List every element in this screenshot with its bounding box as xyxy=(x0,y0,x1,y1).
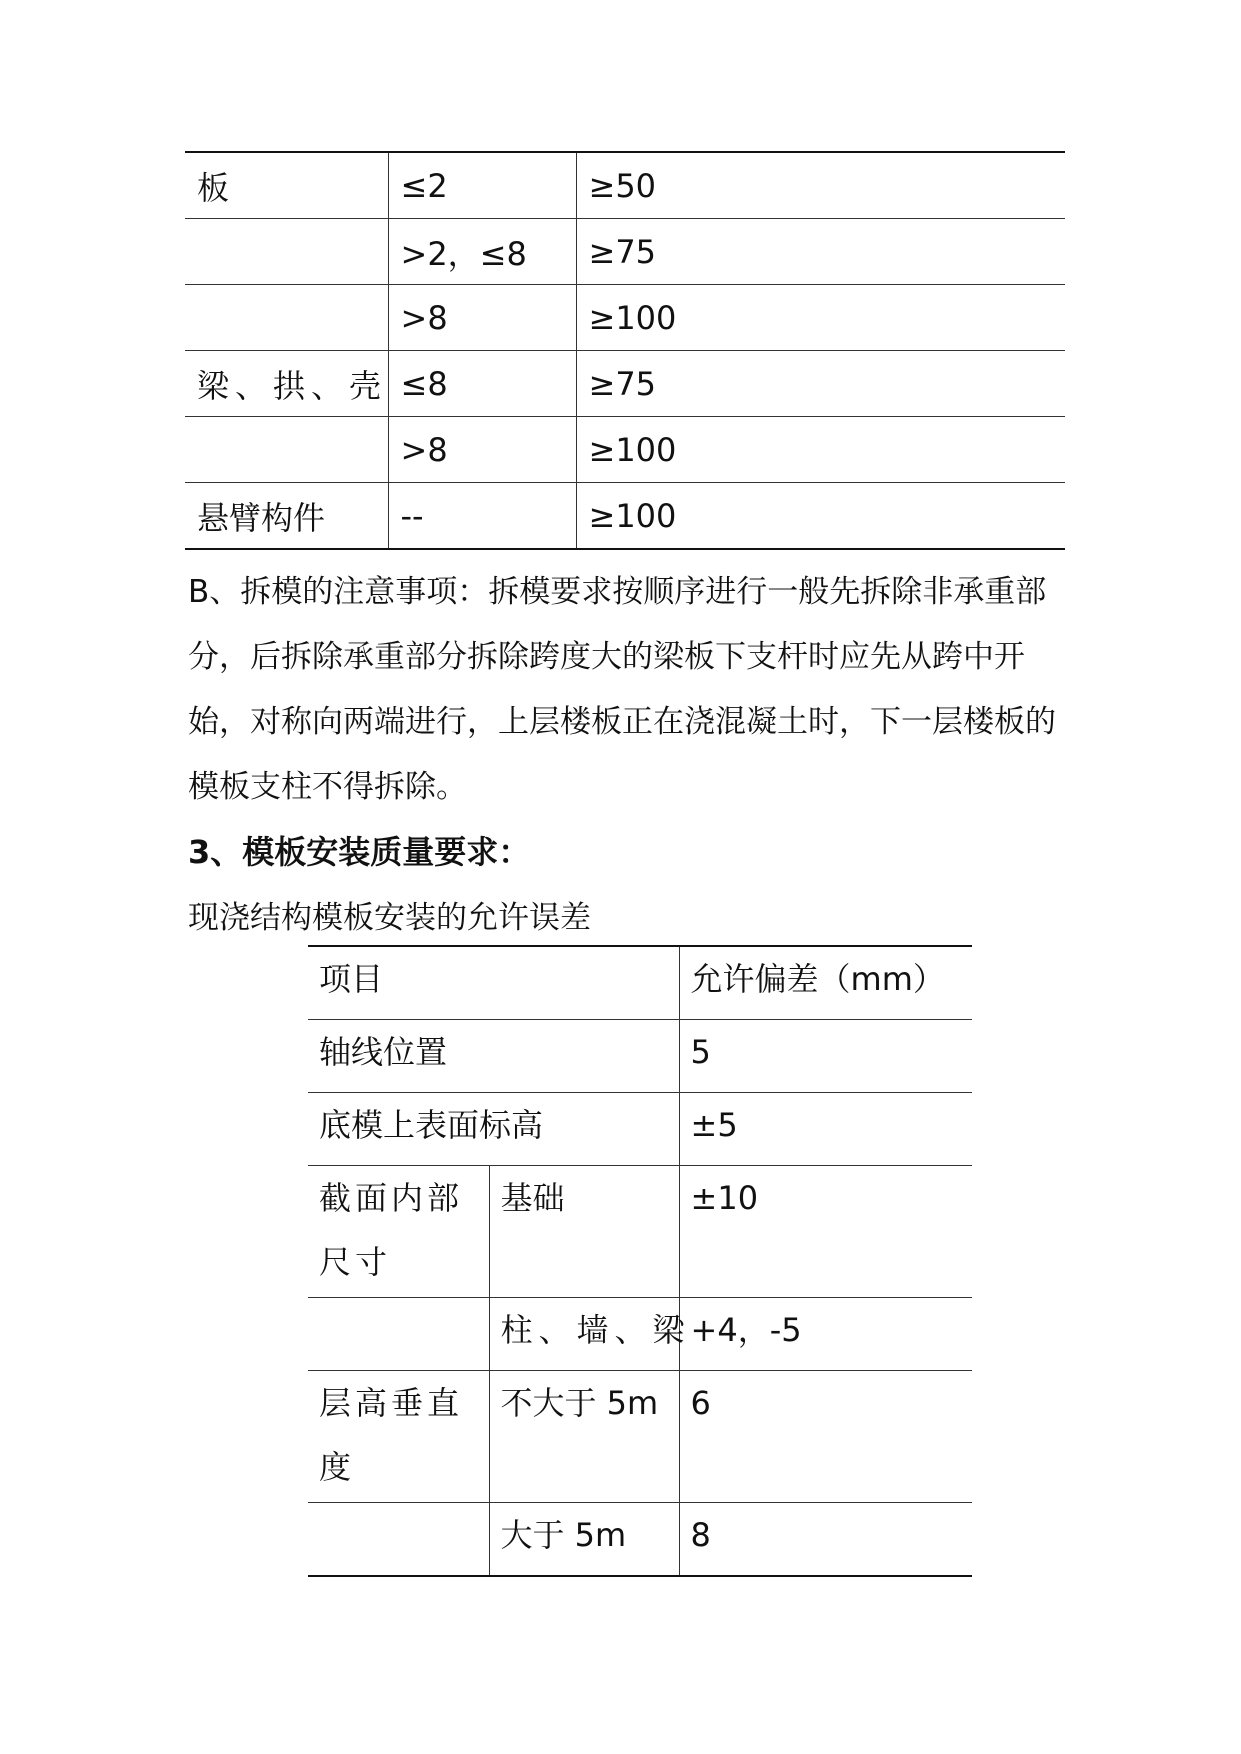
component-type: 梁、拱、壳 xyxy=(185,351,388,417)
sub-item-label: 基础 xyxy=(489,1166,679,1298)
tolerance-value: 5 xyxy=(679,1020,972,1093)
group-label xyxy=(308,1298,489,1371)
table-row xyxy=(308,1503,972,1577)
strength-percent: ≥75 xyxy=(576,351,1065,417)
strength-percent: ≥100 xyxy=(576,483,1065,550)
formwork-tolerance-table xyxy=(308,945,972,1577)
tolerance-value: +4，-5 xyxy=(679,1298,972,1371)
table-row xyxy=(185,152,1065,219)
component-type: 板 xyxy=(185,152,388,219)
item-label: 底模上表面标高 xyxy=(308,1093,679,1166)
span: -- xyxy=(388,483,576,550)
section-heading: 3、模板安装质量要求： xyxy=(188,833,531,871)
span: ≤2 xyxy=(388,152,576,219)
table-row xyxy=(185,351,1065,417)
group-label xyxy=(308,1503,489,1577)
table-row xyxy=(185,483,1065,550)
group-label: 截面内部尺寸 xyxy=(308,1166,489,1298)
demolition-strength-table xyxy=(185,151,1065,550)
strength-percent: ≥100 xyxy=(576,285,1065,351)
strength-percent: ≥50 xyxy=(576,152,1065,219)
sub-item-label: 大于 5m xyxy=(489,1503,679,1577)
table-row xyxy=(308,1166,972,1298)
table-caption: 现浇结构模板安装的允许误差 xyxy=(188,900,591,936)
table-row xyxy=(185,417,1065,483)
header-tolerance: 允许偏差（mm） xyxy=(679,946,972,1020)
tolerance-value: ±5 xyxy=(679,1093,972,1166)
sub-item-label: 柱、墙、梁 xyxy=(489,1298,679,1371)
span: >8 xyxy=(388,285,576,351)
demolition-notes-paragraph: B、拆模的注意事项：拆模要求按顺序进行一般先拆除非承重部分，后拆除承重部分拆除跨度大的梁板下支杆时应先从跨中开始，对称向两端进行，上层楼板正在浇混凝土时，下一层楼板的模板支柱不得拆除。 xyxy=(188,574,1056,805)
sub-item-label: 不大于 5m xyxy=(489,1371,679,1503)
component-type xyxy=(185,417,388,483)
tolerance-value: ±10 xyxy=(679,1166,972,1298)
span: >2，≤8 xyxy=(388,219,576,285)
span: >8 xyxy=(388,417,576,483)
item-label: 轴线位置 xyxy=(308,1020,679,1093)
group-label: 层高垂直度 xyxy=(308,1371,489,1503)
table-row xyxy=(308,1371,972,1503)
tolerance-value: 8 xyxy=(679,1503,972,1577)
table-row xyxy=(308,1298,972,1371)
component-type: 悬臂构件 xyxy=(185,483,388,550)
table-row xyxy=(185,219,1065,285)
strength-percent: ≥75 xyxy=(576,219,1065,285)
component-type xyxy=(185,285,388,351)
tolerance-value: 6 xyxy=(679,1371,972,1503)
component-type xyxy=(185,219,388,285)
span: ≤8 xyxy=(388,351,576,417)
table-row xyxy=(185,285,1065,351)
table-row xyxy=(308,1093,972,1166)
table-header-row xyxy=(308,946,972,1020)
header-item: 项目 xyxy=(308,946,679,1020)
strength-percent: ≥100 xyxy=(576,417,1065,483)
table-row xyxy=(308,1020,972,1093)
